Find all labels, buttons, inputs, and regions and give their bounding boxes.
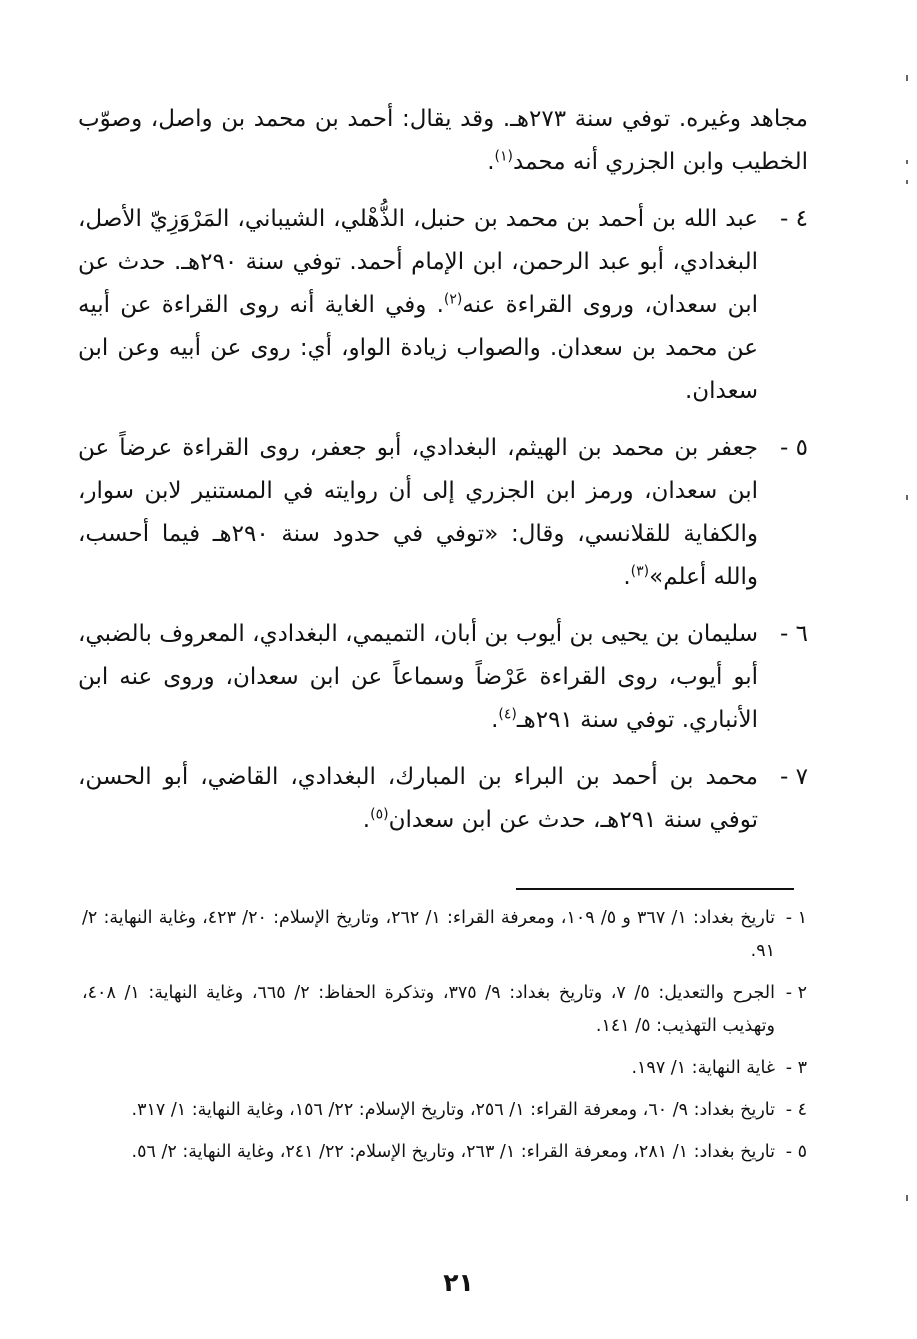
footnote-text: الجرح والتعديل: ٥/ ٧، وتاريخ بغداد: ٩/ ٣٧٥، وتذكرة الحفاظ: ٢/ ٦٦٥، وغاية النهاية: ١/ ٤٠٨، وتهذيب التهذيب: ٥/ ١٤١. [82,983,775,1036]
scan-edge-mark [906,495,908,500]
footnotes [82,902,807,1178]
entry-4 [78,198,808,413]
scan-edge-mark [906,160,908,164]
scan-edge-mark [906,75,908,81]
scan-edge-mark [906,1195,908,1201]
entry-number: ٧ - [780,764,808,790]
footnote-ref: (٢) [443,291,463,308]
entry-number: ٥ - [780,435,808,461]
continued-paragraph [78,98,808,184]
footnote-number: ٢ - [785,983,807,1003]
scan-edge-mark [906,180,908,184]
footnote-5 [82,1136,807,1169]
footnote-2 [82,977,807,1043]
entry-6 [78,613,808,742]
footnote-4 [82,1094,807,1127]
footnote-text: تاريخ بغداد: ٩/ ٦٠، ومعرفة القراء: ١/ ٢٥٦، وتاريخ الإسلام: ٢٢/ ١٥٦، وغاية النهاية: ١/ ٣١٧. [131,1100,775,1120]
footnote-1 [82,902,807,968]
entry-text-after: . [491,707,499,733]
entry-text [78,198,758,413]
footnote-number: ٥ - [785,1142,807,1162]
entry-text-after: . [362,807,371,833]
footnote-text: غاية النهاية: ١/ ١٩٧. [631,1058,775,1078]
paragraph-tail: . [487,149,495,175]
entry-number: ٦ - [780,621,808,647]
entry-number: ٤ - [780,206,808,232]
footnote-ref: (٤) [498,706,517,723]
entry-text-before: عبد الله بن أحمد بن محمد بن حنبل، الذُّهْلي، الشيباني، المَرْوَزِيّ الأصل، البغدادي، أبو عبد الرحمن، ابن الإمام أحمد. توفي سنة ٢٩٠هـ. حدث عن ابن سعدان، وروى القراءة عنه [78,206,758,318]
entry-text-before: محمد بن أحمد بن البراء بن المبارك، البغدادي، القاضي، أبو الحسن، توفي سنة ٢٩١هـ، حدث عن ابن سعدان [78,764,758,833]
entry-text-before: جعفر بن محمد بن الهيثم، البغدادي، أبو جعفر، روى القراءة عرضاً عن ابن سعدان، ورمز ابن الجزري إلى أن روايته في المستنير لابن سوار، والكفاية للقلانسي، وقال: «توفي في حدود سنة ٢٩٠هـ فيما أحسب، والله أعلم» [78,435,758,590]
entry-7 [78,756,808,842]
entry-text-after: . وفي الغاية أنه روى القراءة عن أبيه عن محمد بن سعدان. والصواب زيادة الواو، أي: روى عن أبيه وعن ابن سعدان. [78,292,758,404]
entry-text-before: سليمان بن يحيى بن أيوب بن أبان، التميمي، البغدادي، المعروف بالضبي، أبو أيوب، روى القراءة عَرْضاً وسماعاً عن ابن سعدان، وروى عنه ابن الأنباري. توفي سنة ٢٩١هـ [78,621,758,733]
footnote-number: ٤ - [785,1100,807,1120]
footnote-text: تاريخ بغداد: ١/ ٣٦٧ و ٥/ ١٠٩، ومعرفة القراء: ١/ ٢٦٢، وتاريخ الإسلام: ٢٠/ ٤٢٣، وغاية النهاية: ٢/ ٩١. [82,908,776,961]
footnote-number: ٣ - [785,1058,807,1078]
entry-5 [78,427,808,599]
entry-text [78,613,758,742]
entry-text [78,756,758,842]
entry-text [78,427,758,599]
footnote-text: تاريخ بغداد: ١/ ٢٨١، ومعرفة القراء: ١/ ٢٦٣، وتاريخ الإسلام: ٢٢/ ٢٤١، وغاية النهاية: ٢/ ٥٦. [131,1142,775,1162]
entry-text-after: . [623,564,631,590]
footnote-number: ١ - [785,908,807,928]
page-number: ٢١ [443,1268,474,1297]
footnote-3 [82,1052,807,1085]
footnote-ref: (٣) [630,563,650,580]
footnote-ref: (١) [494,148,513,165]
footnote-ref: (٥) [370,806,389,823]
main-text [78,98,808,856]
footnote-divider [516,888,794,890]
paragraph-text: مجاهد وغيره. توفي سنة ٢٧٣هـ. وقد يقال: أحمد بن محمد بن واصل، وصوّب الخطيب وابن الجزري أنه محمد [78,106,808,175]
